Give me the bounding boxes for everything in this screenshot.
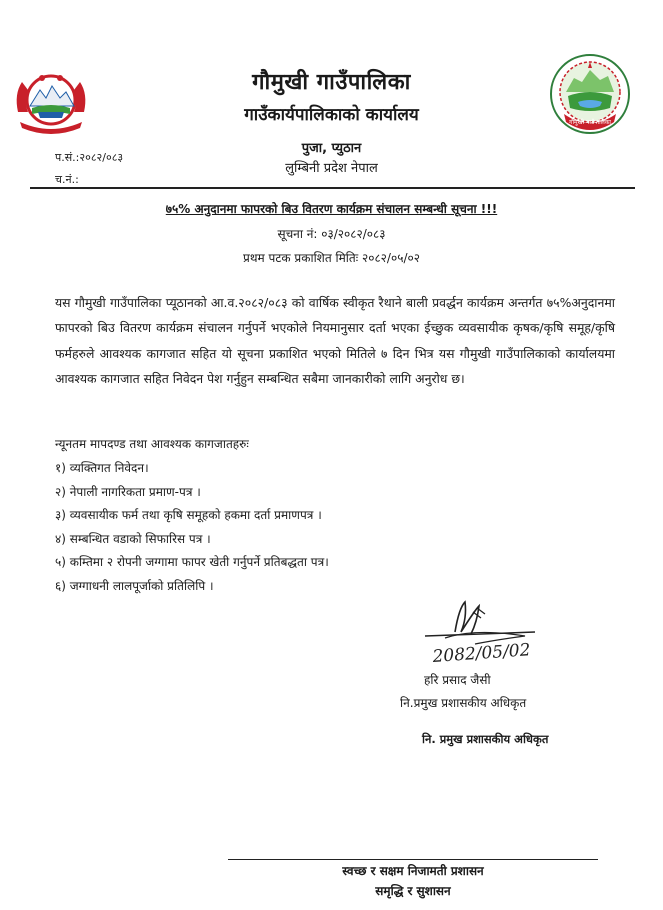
requirement-item: ३) व्यवसायीक फर्म तथा कृषि समूहको हकमा दर्ता प्रमाणपत्र ।: [55, 508, 322, 523]
footer-motto-1: स्वच्छ र सक्षम निजामती प्रशासन: [342, 864, 484, 878]
first-published-date: प्रथम पटक प्रकाशित मितिः २०८२/०५/०२: [243, 251, 420, 265]
notice-body-text: यस गौमुखी गाउँपालिका प्यूठानको आ.व.२०८२/०८३ को वार्षिक स्वीकृत रैथाने बाली प्रवर्द्धन कार्यक्रम अन्तर्गत ७५%अनुदानमा फापरको बिउ वितरण कार्यक्रम संचालन गर्नुपर्ने भएकोले नियमानुसार दर्ता भएका ईच्छुक व्यवसायीक कृषक/कृषि समूह/कृषि फर्महरुले आवश्यक कागजात सहित यो सूचना प्रकाशित भएको मितिले ७ दिन भित्र यस गौमुखी गाउँपालिकाको कार्यालयमा आवश्यक कागजात सहित निवेदन पेश गर्नुहुन सम्बन्धित सबैमा जानकारीको लागि अनुरोध छ।: [55, 295, 615, 387]
requirement-item: ४) सम्बन्धित वडाको सिफारिस पत्र ।: [55, 531, 211, 546]
requirements-list: [55, 457, 329, 599]
official-stamp: नि. प्रमुख प्रशासकीय अधिकृत: [422, 732, 549, 746]
notice-subject: ७५% अनुदानमा फापरको बिउ वितरण कार्यक्रम संचालन सम्बन्धी सूचना !!!: [165, 202, 498, 216]
handwritten-date: 2082/05/02: [431, 640, 532, 667]
requirement-item: ६) जग्गाधनी लालपूर्जाको प्रतिलिपि ।: [55, 578, 214, 593]
office-name: गौमुखी गाउँपालिका: [252, 70, 411, 95]
logo-text: गौमुखी गाउँपालिका: [569, 119, 611, 126]
signatory-title: नि.प्रमुख प्रशासकीय अधिकृत: [400, 696, 527, 710]
office-subtitle: गाउँकार्यपालिकाको कार्यालय: [244, 105, 419, 125]
notice-number: सूचना नं: ०३/२०८२/०८३: [277, 227, 386, 241]
footer-divider: [228, 859, 598, 860]
office-location: पुजा, प्युठान: [301, 141, 362, 156]
requirements-title: न्यूनतम मापदण्ड तथा आवश्यक कागजातहरुः: [55, 437, 249, 451]
header-divider: [30, 187, 635, 189]
notice-body: [55, 290, 615, 392]
office-province: लुम्बिनी प्रदेश नेपाल: [285, 161, 378, 176]
footer-motto-2: समृद्धि र सुशासन: [375, 884, 451, 898]
dispatch-number: च.नं.:: [55, 173, 79, 186]
reference-number: प.सं.:२०८२/०८३: [55, 151, 124, 164]
requirement-item: ५) कम्तिमा २ रोपनी जग्गामा फापर खेती गर्नुपर्ने प्रतिबद्धता पत्र।: [55, 555, 329, 570]
requirement-item: १) व्यक्तिगत निवेदन।: [55, 461, 149, 475]
signatory-name: हरि प्रसाद जैसी: [424, 673, 491, 687]
handwritten-signature: [415, 598, 575, 668]
requirement-item: २) नेपाली नागरिकता प्रमाण-पत्र ।: [55, 484, 201, 499]
